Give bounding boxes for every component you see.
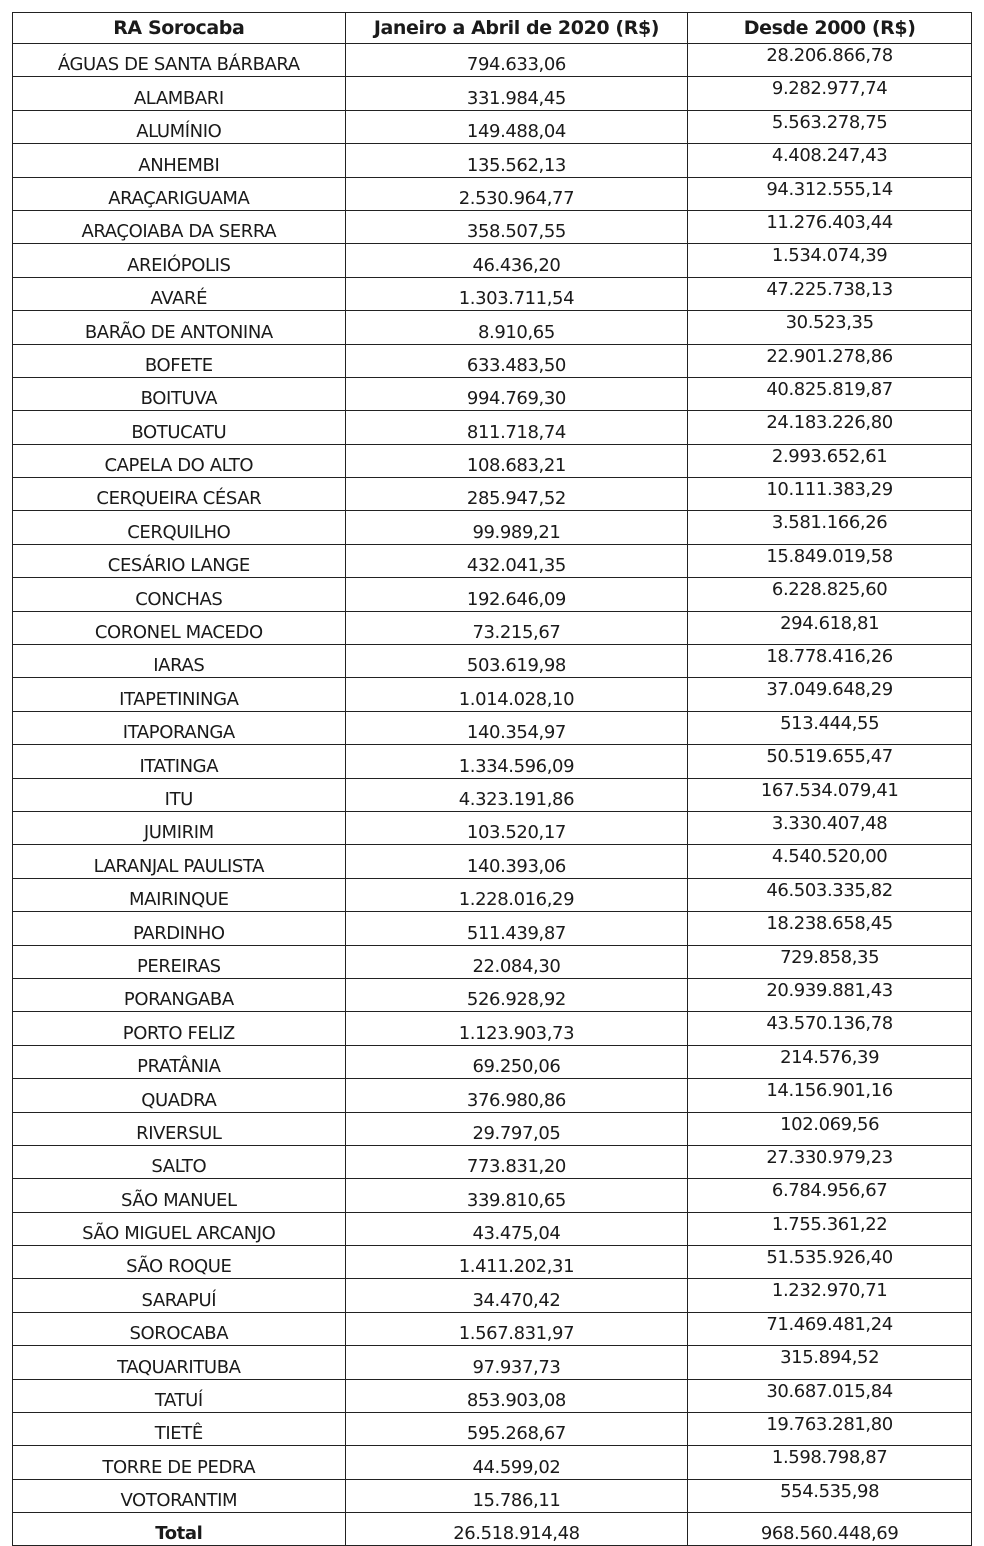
municipality-cell: CESÁRIO LANGE (13, 544, 346, 577)
municipality-cell: PRATÂNIA (13, 1045, 346, 1078)
table-row (13, 277, 972, 310)
jan-apr-2020-cell: 358.507,55 (345, 210, 688, 243)
total-jan-apr-2020: 26.518.914,48 (345, 1513, 688, 1545)
since-2000-cell: 11.276.403,44 (688, 210, 972, 243)
total-since-2000: 968.560.448,69 (688, 1513, 972, 1545)
since-2000-cell: 27.330.979,23 (688, 1145, 972, 1178)
since-2000-cell: 167.534.079,41 (688, 778, 972, 811)
since-2000-cell: 22.901.278,86 (688, 344, 972, 377)
table-row (13, 1045, 972, 1078)
jan-apr-2020-cell: 285.947,52 (345, 478, 688, 511)
jan-apr-2020-cell: 149.488,04 (345, 110, 688, 143)
table-row (13, 678, 972, 711)
revenue-table (12, 12, 972, 1546)
since-2000-cell: 513.444,55 (688, 711, 972, 744)
since-2000-cell: 729.858,35 (688, 945, 972, 978)
since-2000-cell: 46.503.335,82 (688, 878, 972, 911)
jan-apr-2020-cell: 595.268,67 (345, 1413, 688, 1446)
table-row (13, 44, 972, 77)
jan-apr-2020-cell: 1.228.016,29 (345, 878, 688, 911)
since-2000-cell: 6.784.956,67 (688, 1179, 972, 1212)
table-row (13, 1479, 972, 1512)
table-row (13, 611, 972, 644)
jan-apr-2020-cell: 1.014.028,10 (345, 678, 688, 711)
jan-apr-2020-cell: 103.520,17 (345, 811, 688, 844)
municipality-cell: LARANJAL PAULISTA (13, 845, 346, 878)
since-2000-cell: 94.312.555,14 (688, 177, 972, 210)
since-2000-cell: 50.519.655,47 (688, 745, 972, 778)
jan-apr-2020-cell: 432.041,35 (345, 544, 688, 577)
table-row (13, 1212, 972, 1245)
municipality-cell: BOFETE (13, 344, 346, 377)
table-row (13, 645, 972, 678)
since-2000-cell: 28.206.866,78 (688, 44, 972, 77)
total-label: Total (13, 1513, 346, 1545)
municipality-cell: PEREIRAS (13, 945, 346, 978)
table-row (13, 778, 972, 811)
header-row (13, 13, 972, 44)
since-2000-cell: 9.282.977,74 (688, 77, 972, 110)
municipality-cell: TORRE DE PEDRA (13, 1446, 346, 1479)
municipality-cell: ARAÇOIABA DA SERRA (13, 210, 346, 243)
since-2000-cell: 2.993.652,61 (688, 444, 972, 477)
jan-apr-2020-cell: 2.530.964,77 (345, 177, 688, 210)
since-2000-cell: 43.570.136,78 (688, 1012, 972, 1045)
municipality-cell: ITU (13, 778, 346, 811)
jan-apr-2020-cell: 331.984,45 (345, 77, 688, 110)
municipality-cell: ITATINGA (13, 745, 346, 778)
municipality-cell: MAIRINQUE (13, 878, 346, 911)
municipality-cell: AVARÉ (13, 277, 346, 310)
table-row (13, 411, 972, 444)
since-2000-cell: 102.069,56 (688, 1112, 972, 1145)
jan-apr-2020-cell: 99.989,21 (345, 511, 688, 544)
since-2000-cell: 18.778.416,26 (688, 645, 972, 678)
municipality-cell: AREIÓPOLIS (13, 244, 346, 277)
table-row (13, 878, 972, 911)
jan-apr-2020-cell: 192.646,09 (345, 578, 688, 611)
jan-apr-2020-cell: 1.567.831,97 (345, 1312, 688, 1345)
jan-apr-2020-cell: 8.910,65 (345, 311, 688, 344)
jan-apr-2020-cell: 46.436,20 (345, 244, 688, 277)
table-row (13, 1379, 972, 1412)
table-row (13, 210, 972, 243)
table-row (13, 1179, 972, 1212)
municipality-cell: PORANGABA (13, 978, 346, 1011)
municipality-cell: TAQUARITUBA (13, 1346, 346, 1379)
since-2000-cell: 30.687.015,84 (688, 1379, 972, 1412)
municipality-cell: IARAS (13, 645, 346, 678)
municipality-cell: JUMIRIM (13, 811, 346, 844)
jan-apr-2020-cell: 140.393,06 (345, 845, 688, 878)
jan-apr-2020-cell: 1.303.711,54 (345, 277, 688, 310)
table-row (13, 1112, 972, 1145)
table-row (13, 177, 972, 210)
table-row (13, 1246, 972, 1279)
municipality-cell: BOTUCATU (13, 411, 346, 444)
since-2000-cell: 18.238.658,45 (688, 912, 972, 945)
since-2000-cell: 1.534.074,39 (688, 244, 972, 277)
table-row (13, 1346, 972, 1379)
jan-apr-2020-cell: 633.483,50 (345, 344, 688, 377)
municipality-cell: BARÃO DE ANTONINA (13, 311, 346, 344)
since-2000-cell: 15.849.019,58 (688, 544, 972, 577)
jan-apr-2020-cell: 140.354,97 (345, 711, 688, 744)
jan-apr-2020-cell: 4.323.191,86 (345, 778, 688, 811)
since-2000-cell: 4.408.247,43 (688, 144, 972, 177)
since-2000-cell: 51.535.926,40 (688, 1246, 972, 1279)
municipality-cell: SÃO MANUEL (13, 1179, 346, 1212)
table-row (13, 1012, 972, 1045)
jan-apr-2020-cell: 22.084,30 (345, 945, 688, 978)
header-since-2000: Desde 2000 (R$) (688, 13, 972, 44)
table-row (13, 1079, 972, 1112)
table-row (13, 578, 972, 611)
municipality-cell: QUADRA (13, 1079, 346, 1112)
municipality-cell: ALUMÍNIO (13, 110, 346, 143)
municipality-cell: BOITUVA (13, 377, 346, 410)
jan-apr-2020-cell: 73.215,67 (345, 611, 688, 644)
jan-apr-2020-cell: 511.439,87 (345, 912, 688, 945)
jan-apr-2020-cell: 69.250,06 (345, 1045, 688, 1078)
jan-apr-2020-cell: 29.797,05 (345, 1112, 688, 1145)
header-jan-apr-2020: Janeiro a Abril de 2020 (R$) (345, 13, 688, 44)
since-2000-cell: 1.598.798,87 (688, 1446, 972, 1479)
municipality-cell: SÃO MIGUEL ARCANJO (13, 1212, 346, 1245)
table-row (13, 311, 972, 344)
since-2000-cell: 1.232.970,71 (688, 1279, 972, 1312)
jan-apr-2020-cell: 376.980,86 (345, 1079, 688, 1112)
municipality-cell: SÃO ROQUE (13, 1246, 346, 1279)
jan-apr-2020-cell: 97.937,73 (345, 1346, 688, 1379)
jan-apr-2020-cell: 1.334.596,09 (345, 745, 688, 778)
municipality-cell: CERQUEIRA CÉSAR (13, 478, 346, 511)
municipality-cell: TIETÊ (13, 1413, 346, 1446)
jan-apr-2020-cell: 43.475,04 (345, 1212, 688, 1245)
table-row (13, 845, 972, 878)
table-row (13, 978, 972, 1011)
since-2000-cell: 1.755.361,22 (688, 1212, 972, 1245)
municipality-cell: ITAPETININGA (13, 678, 346, 711)
municipality-cell: SARAPUÍ (13, 1279, 346, 1312)
table-row (13, 77, 972, 110)
since-2000-cell: 315.894,52 (688, 1346, 972, 1379)
jan-apr-2020-cell: 108.683,21 (345, 444, 688, 477)
since-2000-cell: 47.225.738,13 (688, 277, 972, 310)
since-2000-cell: 30.523,35 (688, 311, 972, 344)
jan-apr-2020-cell: 44.599,02 (345, 1446, 688, 1479)
table-row (13, 945, 972, 978)
jan-apr-2020-cell: 503.619,98 (345, 645, 688, 678)
table-row (13, 1312, 972, 1345)
municipality-cell: VOTORANTIM (13, 1479, 346, 1512)
total-row (13, 1513, 972, 1545)
since-2000-cell: 6.228.825,60 (688, 578, 972, 611)
jan-apr-2020-cell: 1.123.903,73 (345, 1012, 688, 1045)
since-2000-cell: 20.939.881,43 (688, 978, 972, 1011)
municipality-cell: RIVERSUL (13, 1112, 346, 1145)
since-2000-cell: 19.763.281,80 (688, 1413, 972, 1446)
jan-apr-2020-cell: 526.928,92 (345, 978, 688, 1011)
since-2000-cell: 71.469.481,24 (688, 1312, 972, 1345)
since-2000-cell: 24.183.226,80 (688, 411, 972, 444)
since-2000-cell: 3.581.166,26 (688, 511, 972, 544)
municipality-cell: ÁGUAS DE SANTA BÁRBARA (13, 44, 346, 77)
table-row (13, 1413, 972, 1446)
jan-apr-2020-cell: 135.562,13 (345, 144, 688, 177)
table-row (13, 1446, 972, 1479)
table-row (13, 377, 972, 410)
since-2000-cell: 14.156.901,16 (688, 1079, 972, 1112)
since-2000-cell: 10.111.383,29 (688, 478, 972, 511)
municipality-cell: CERQUILHO (13, 511, 346, 544)
municipality-cell: CONCHAS (13, 578, 346, 611)
table-row (13, 544, 972, 577)
jan-apr-2020-cell: 994.769,30 (345, 377, 688, 410)
table-row (13, 711, 972, 744)
since-2000-cell: 40.825.819,87 (688, 377, 972, 410)
municipality-cell: PARDINHO (13, 912, 346, 945)
table-row (13, 811, 972, 844)
municipality-cell: ITAPORANGA (13, 711, 346, 744)
table-row (13, 478, 972, 511)
municipality-cell: SOROCABA (13, 1312, 346, 1345)
since-2000-cell: 214.576,39 (688, 1045, 972, 1078)
municipality-cell: SALTO (13, 1145, 346, 1178)
table-row (13, 344, 972, 377)
jan-apr-2020-cell: 853.903,08 (345, 1379, 688, 1412)
municipality-cell: CAPELA DO ALTO (13, 444, 346, 477)
jan-apr-2020-cell: 1.411.202,31 (345, 1246, 688, 1279)
jan-apr-2020-cell: 15.786,11 (345, 1479, 688, 1512)
table-row (13, 511, 972, 544)
since-2000-cell: 4.540.520,00 (688, 845, 972, 878)
jan-apr-2020-cell: 34.470,42 (345, 1279, 688, 1312)
municipality-cell: ANHEMBI (13, 144, 346, 177)
table-row (13, 1145, 972, 1178)
since-2000-cell: 3.330.407,48 (688, 811, 972, 844)
table-row (13, 110, 972, 143)
jan-apr-2020-cell: 339.810,65 (345, 1179, 688, 1212)
jan-apr-2020-cell: 773.831,20 (345, 1145, 688, 1178)
jan-apr-2020-cell: 811.718,74 (345, 411, 688, 444)
municipality-cell: TATUÍ (13, 1379, 346, 1412)
municipality-cell: PORTO FELIZ (13, 1012, 346, 1045)
table-row (13, 444, 972, 477)
municipality-cell: ALAMBARI (13, 77, 346, 110)
table-row (13, 144, 972, 177)
since-2000-cell: 37.049.648,29 (688, 678, 972, 711)
table-row (13, 912, 972, 945)
table-row (13, 745, 972, 778)
table-row (13, 244, 972, 277)
municipality-cell: CORONEL MACEDO (13, 611, 346, 644)
header-ra: RA Sorocaba (13, 13, 346, 44)
jan-apr-2020-cell: 794.633,06 (345, 44, 688, 77)
since-2000-cell: 294.618,81 (688, 611, 972, 644)
municipality-cell: ARAÇARIGUAMA (13, 177, 346, 210)
table-row (13, 1279, 972, 1312)
since-2000-cell: 5.563.278,75 (688, 110, 972, 143)
since-2000-cell: 554.535,98 (688, 1479, 972, 1512)
